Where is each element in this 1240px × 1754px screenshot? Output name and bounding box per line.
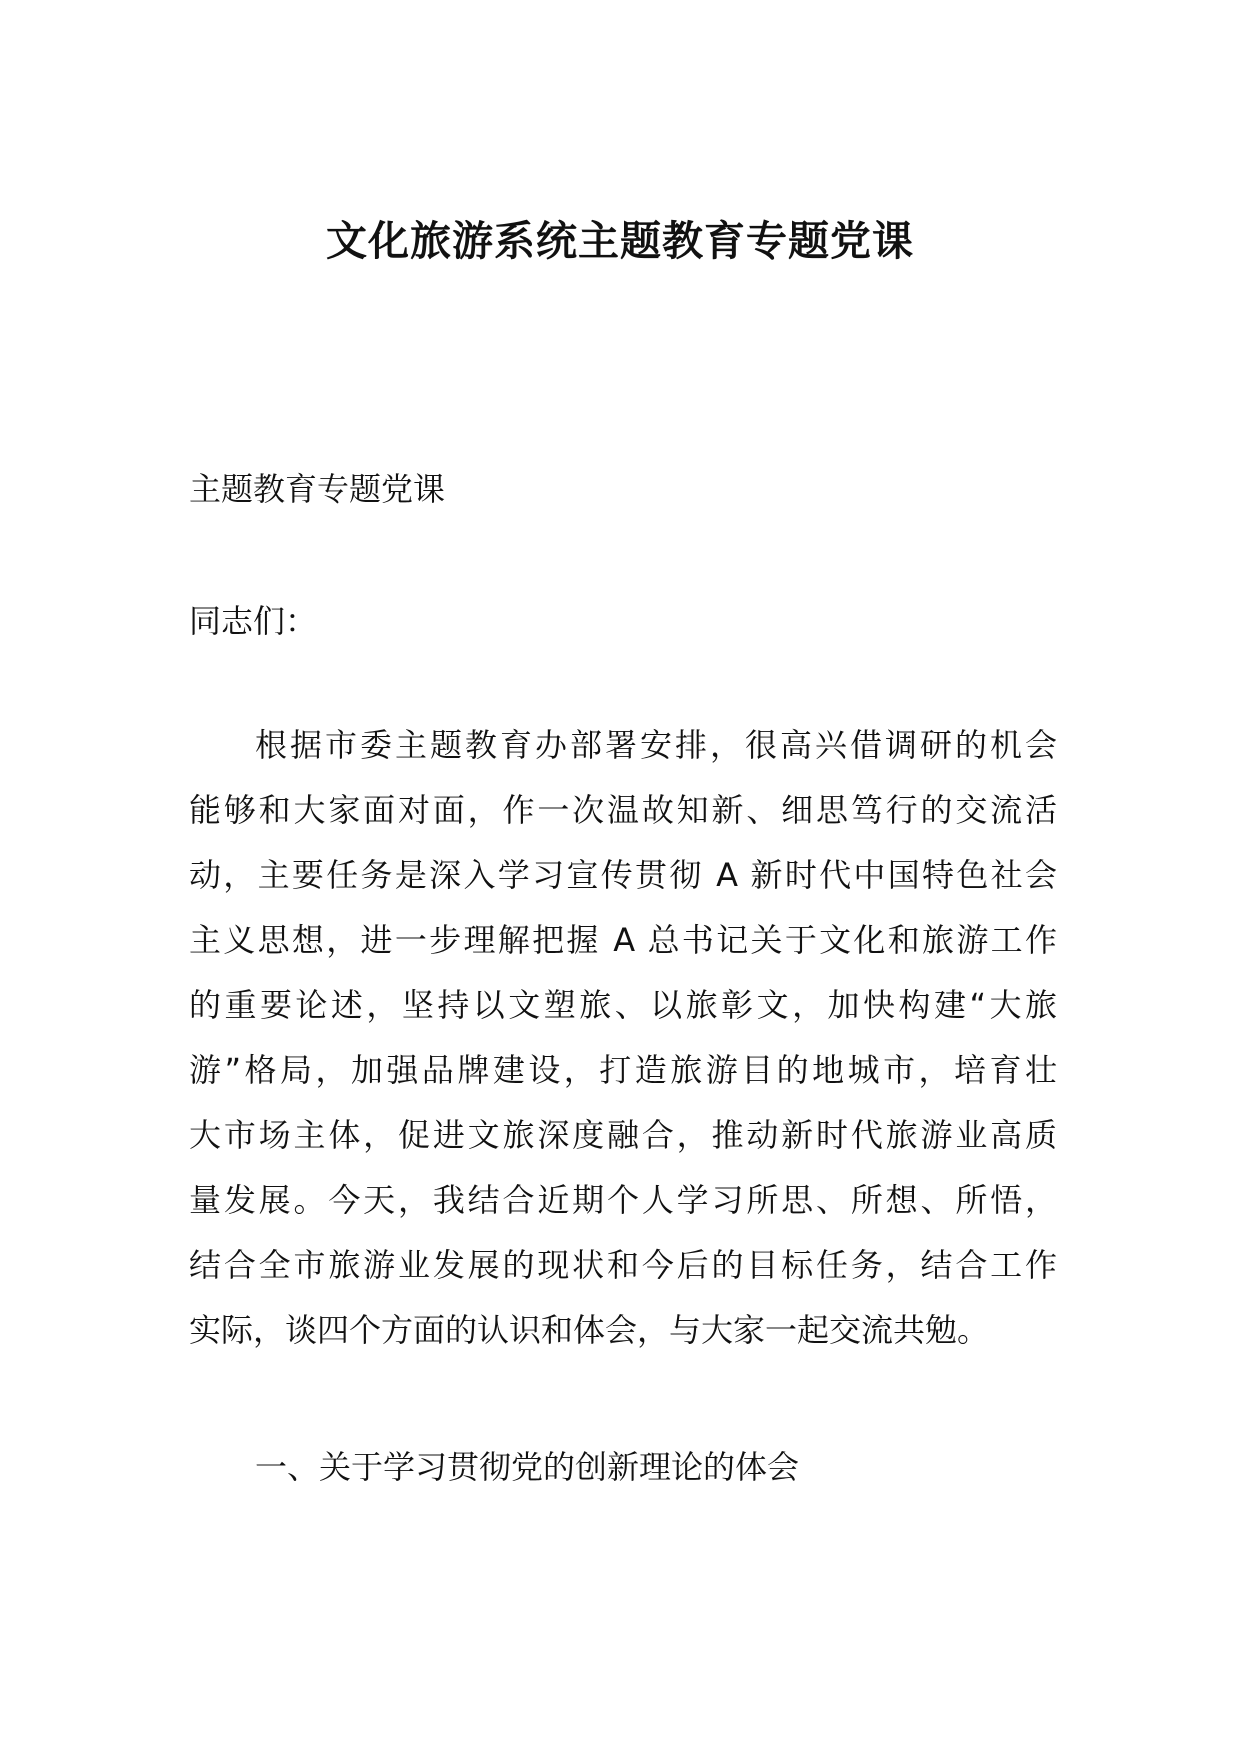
- paragraph-line: 的重要论述，坚持以文塑旅、以旅彰文，加快构建“大旅: [189, 986, 1057, 1024]
- salutation: 同志们：: [189, 602, 318, 640]
- section-heading: 一、关于学习贯彻党的创新理论的体会: [255, 1448, 800, 1486]
- document-title: 文化旅游系统主题教育专题党课: [326, 217, 914, 265]
- paragraph-line: 能够和大家面对面，作一次温故知新、细思笃行的交流活: [189, 791, 1057, 829]
- body-paragraph: [189, 722, 1069, 1372]
- subtitle: 主题教育专题党课: [189, 470, 446, 508]
- paragraph-line: 量发展。今天，我结合近期个人学习所思、所想、所悟，: [189, 1181, 1057, 1219]
- paragraph-line: 游”格局，加强品牌建设，打造旅游目的地城市，培育壮: [189, 1051, 1057, 1089]
- paragraph-line: 根据市委主题教育办部署安排，很高兴借调研的机会: [255, 726, 1057, 764]
- paragraph-line: 动，主要任务是深入学习宣传贯彻 A 新时代中国特色社会: [189, 856, 1057, 894]
- paragraph-line: 主义思想，进一步理解把握 A 总书记关于文化和旅游工作: [189, 921, 1057, 959]
- paragraph-line: 大市场主体，促进文旅深度融合，推动新时代旅游业高质: [189, 1116, 1057, 1154]
- paragraph-line: 实际，谈四个方面的认识和体会，与大家一起交流共勉。: [189, 1311, 990, 1349]
- paragraph-line: 结合全市旅游业发展的现状和今后的目标任务，结合工作: [189, 1246, 1057, 1284]
